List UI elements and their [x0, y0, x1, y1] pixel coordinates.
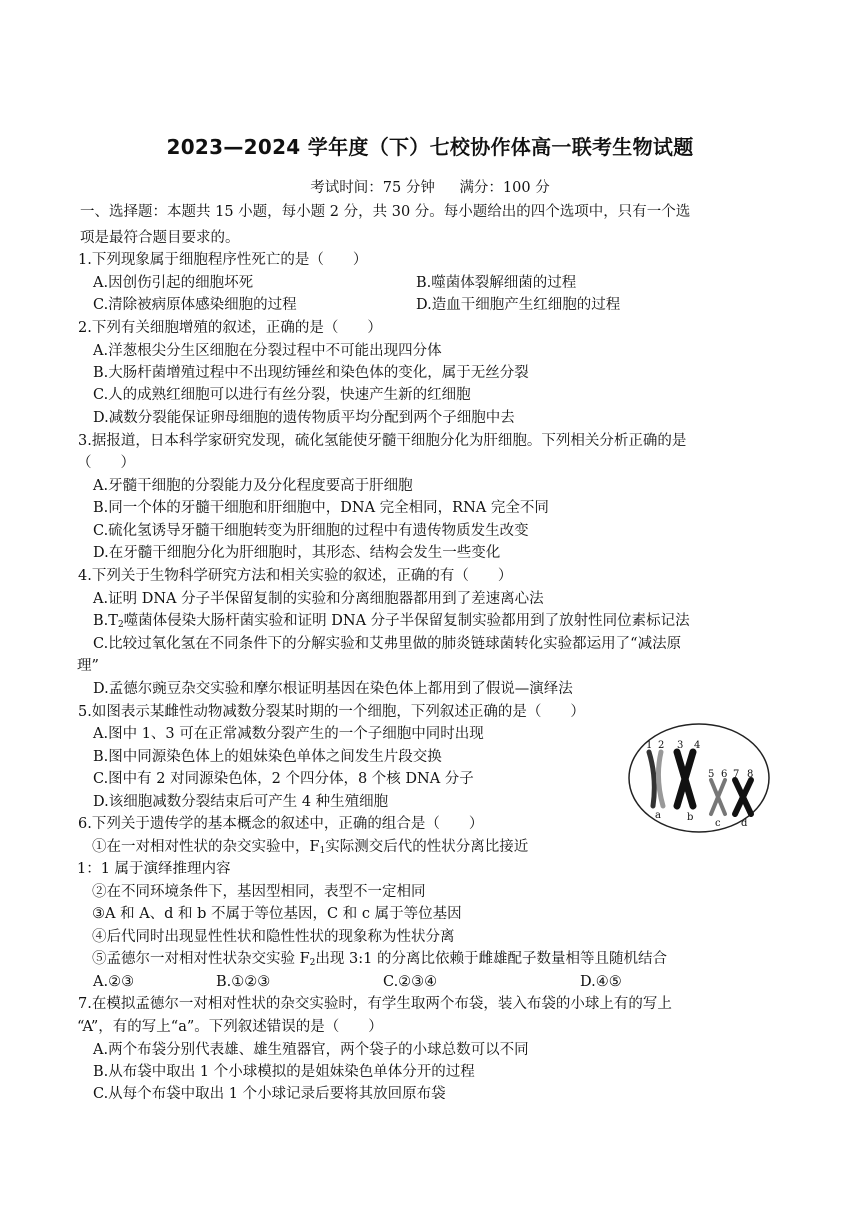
- q7-option-a: A.两个布袋分别代表雄、雄生殖器官，两个袋子的小球总数可以不同: [93, 1042, 529, 1058]
- q6-option-a: A.②③: [93, 974, 135, 990]
- q7-option-b: B.从布袋中取出 1 个小球模拟的是姐妹染色单体分开的过程: [93, 1064, 475, 1080]
- exam-info: [0, 176, 860, 197]
- chromosome-d: [735, 780, 751, 814]
- q5-option-a: A.图中 1、3 可在正常减数分裂产生的一个子细胞中同时出现: [93, 726, 484, 742]
- q1-stem: 1.下列现象属于细胞程序性死亡的是（ ）: [78, 252, 368, 268]
- q6-option-b: B.①②③: [216, 974, 271, 990]
- label-c: c: [715, 818, 721, 829]
- label-8: 8: [747, 769, 754, 780]
- q1-option-a: A.因创伤引起的细胞坏死: [93, 275, 254, 291]
- label-6: 6: [721, 769, 728, 780]
- q6-item-3: ③A 和 A、d 和 b 不属于等位基因，C 和 c 属于等位基因: [92, 906, 462, 922]
- q3-stem: 3.据报道，日本科学家研究发现，硫化氢能使牙髓干细胞分化为肝细胞。下列相关分析正确的是: [78, 433, 687, 449]
- q6-item-1-cont: 1：1 属于演绎推理内容: [77, 861, 231, 877]
- label-3: 3: [677, 740, 684, 751]
- q3-stem-blank: （ ）: [77, 455, 135, 471]
- chromosome-b: [677, 752, 693, 806]
- q3-option-d: D.在牙髓干细胞分化为肝细胞时，其形态、结构会发生一些变化: [93, 545, 501, 561]
- q1-option-b: B.噬菌体裂解细菌的过程: [416, 275, 577, 291]
- cell-diagram-svg: [627, 722, 771, 834]
- q4-option-c: C.比较过氧化氢在不同条件下的分解实验和艾弗里做的肺炎链球菌转化实验都运用了“减法原: [93, 636, 682, 652]
- q3-option-b: B.同一个体的牙髓干细胞和肝细胞中，DNA 完全相同，RNA 完全不同: [93, 500, 549, 516]
- q4-option-c-cont: 理”: [77, 658, 99, 674]
- q3-option-a: A.牙髓干细胞的分裂能力及分化程度要高于肝细胞: [93, 478, 413, 494]
- q2-option-c: C.人的成熟红细胞可以进行有丝分裂，快速产生新的红细胞: [93, 387, 471, 403]
- section-instructions-cont: 项是最符合题目要求的。: [80, 230, 240, 246]
- label-2: 2: [658, 740, 665, 751]
- q5-option-b: B.图中同源染色体上的姐妹染色单体之间发生片段交换: [93, 749, 442, 765]
- label-5: 5: [708, 769, 715, 780]
- q1-option-c: C.清除被病原体感染细胞的过程: [93, 297, 297, 313]
- label-4: 4: [694, 740, 701, 751]
- q5-option-d: D.该细胞减数分裂结束后可产生 4 种生殖细胞: [93, 794, 389, 810]
- q7-stem: 7.在模拟孟德尔一对相对性状的杂交实验时，有学生取两个布袋，装入布袋的小球上有的写上: [78, 996, 672, 1012]
- q6-item-2: ②在不同环境条件下，基因型相同，表型不一定相同: [92, 884, 426, 900]
- q6-item-5: ⑤孟德尔一对相对性状杂交实验 $F_2$出现 3:1 的分离比依赖于雌雄配子数量相等且随机结合: [92, 951, 667, 968]
- chromosome-c: [711, 780, 725, 814]
- label-a: a: [655, 810, 661, 821]
- label-b: b: [687, 812, 694, 823]
- q7-stem-cont: “A”，有的写上“a”。下列叙述错误的是（ ）: [77, 1019, 383, 1035]
- q7-option-c: C.从每个布袋中取出 1 个小球记录后要将其放回原布袋: [93, 1086, 446, 1102]
- q6-item-4: ④后代同时出现显性性状和隐性性状的现象称为性状分离: [92, 929, 455, 945]
- q4-option-a: A.证明 DNA 分子半保留复制的实验和分离细胞器都用到了差速离心法: [93, 591, 544, 607]
- q4-option-d: D.孟德尔豌豆杂交实验和摩尔根证明基因在染色体上都用到了假说—演绎法: [93, 681, 573, 697]
- label-d: d: [741, 818, 748, 829]
- q2-option-d: D.减数分裂能保证卵母细胞的遗传物质平均分配到两个子细胞中去: [93, 410, 515, 426]
- label-1: 1: [646, 740, 653, 751]
- q6-stem: 6.下列关于遗传学的基本概念的叙述中，正确的组合是（ ）: [78, 816, 484, 832]
- q3-option-c: C.硫化氢诱导牙髓干细胞转变为肝细胞的过程中有遗传物质发生改变: [93, 523, 529, 539]
- label-7: 7: [733, 769, 740, 780]
- q5-option-c: C.图中有 2 对同源染色体，2 个四分体，8 个核 DNA 分子: [93, 771, 474, 787]
- q2-option-a: A.洋葱根尖分生区细胞在分裂过程中不可能出现四分体: [93, 343, 442, 359]
- q4-stem: 4.下列关于生物科学研究方法和相关实验的叙述，正确的有（ ）: [78, 568, 513, 584]
- cell-diagram: [627, 722, 771, 834]
- exam-score: 满分：100 分: [459, 180, 550, 196]
- q6-item-1: ①在一对相对性状的杂交实验中，$F_1$实际测交后代的性状分离比接近: [92, 839, 529, 856]
- exam-time: 考试时间：75 分钟: [310, 180, 435, 196]
- q6-option-c: C.②③④: [383, 974, 438, 990]
- section-instructions: 一、选择题：本题共 15 小题，每小题 2 分，共 30 分。每小题给出的四个选项中，只有一个选: [80, 204, 691, 220]
- q2-option-b: B.大肠杆菌增殖过程中不出现纺锤丝和染色体的变化，属于无丝分裂: [93, 365, 529, 381]
- q6-option-d: D.④⑤: [580, 974, 622, 990]
- page-title: 2023—2024 学年度（下）七校协作体高一联考生物试题: [166, 135, 694, 159]
- q2-stem: 2.下列有关细胞增殖的叙述，正确的是（ ）: [78, 320, 382, 336]
- q1-option-d: D.造血干细胞产生红细胞的过程: [416, 297, 621, 313]
- q4-option-b: $B.T_2$噬菌体侵染大肠杆菌实验和证明 DNA 分子半保留复制实验都用到了放射性同位素标记法: [93, 613, 690, 630]
- q5-stem: 5.如图表示某雌性动物减数分裂某时期的一个细胞，下列叙述正确的是（ ）: [78, 704, 585, 720]
- chromosome-a: [649, 752, 663, 806]
